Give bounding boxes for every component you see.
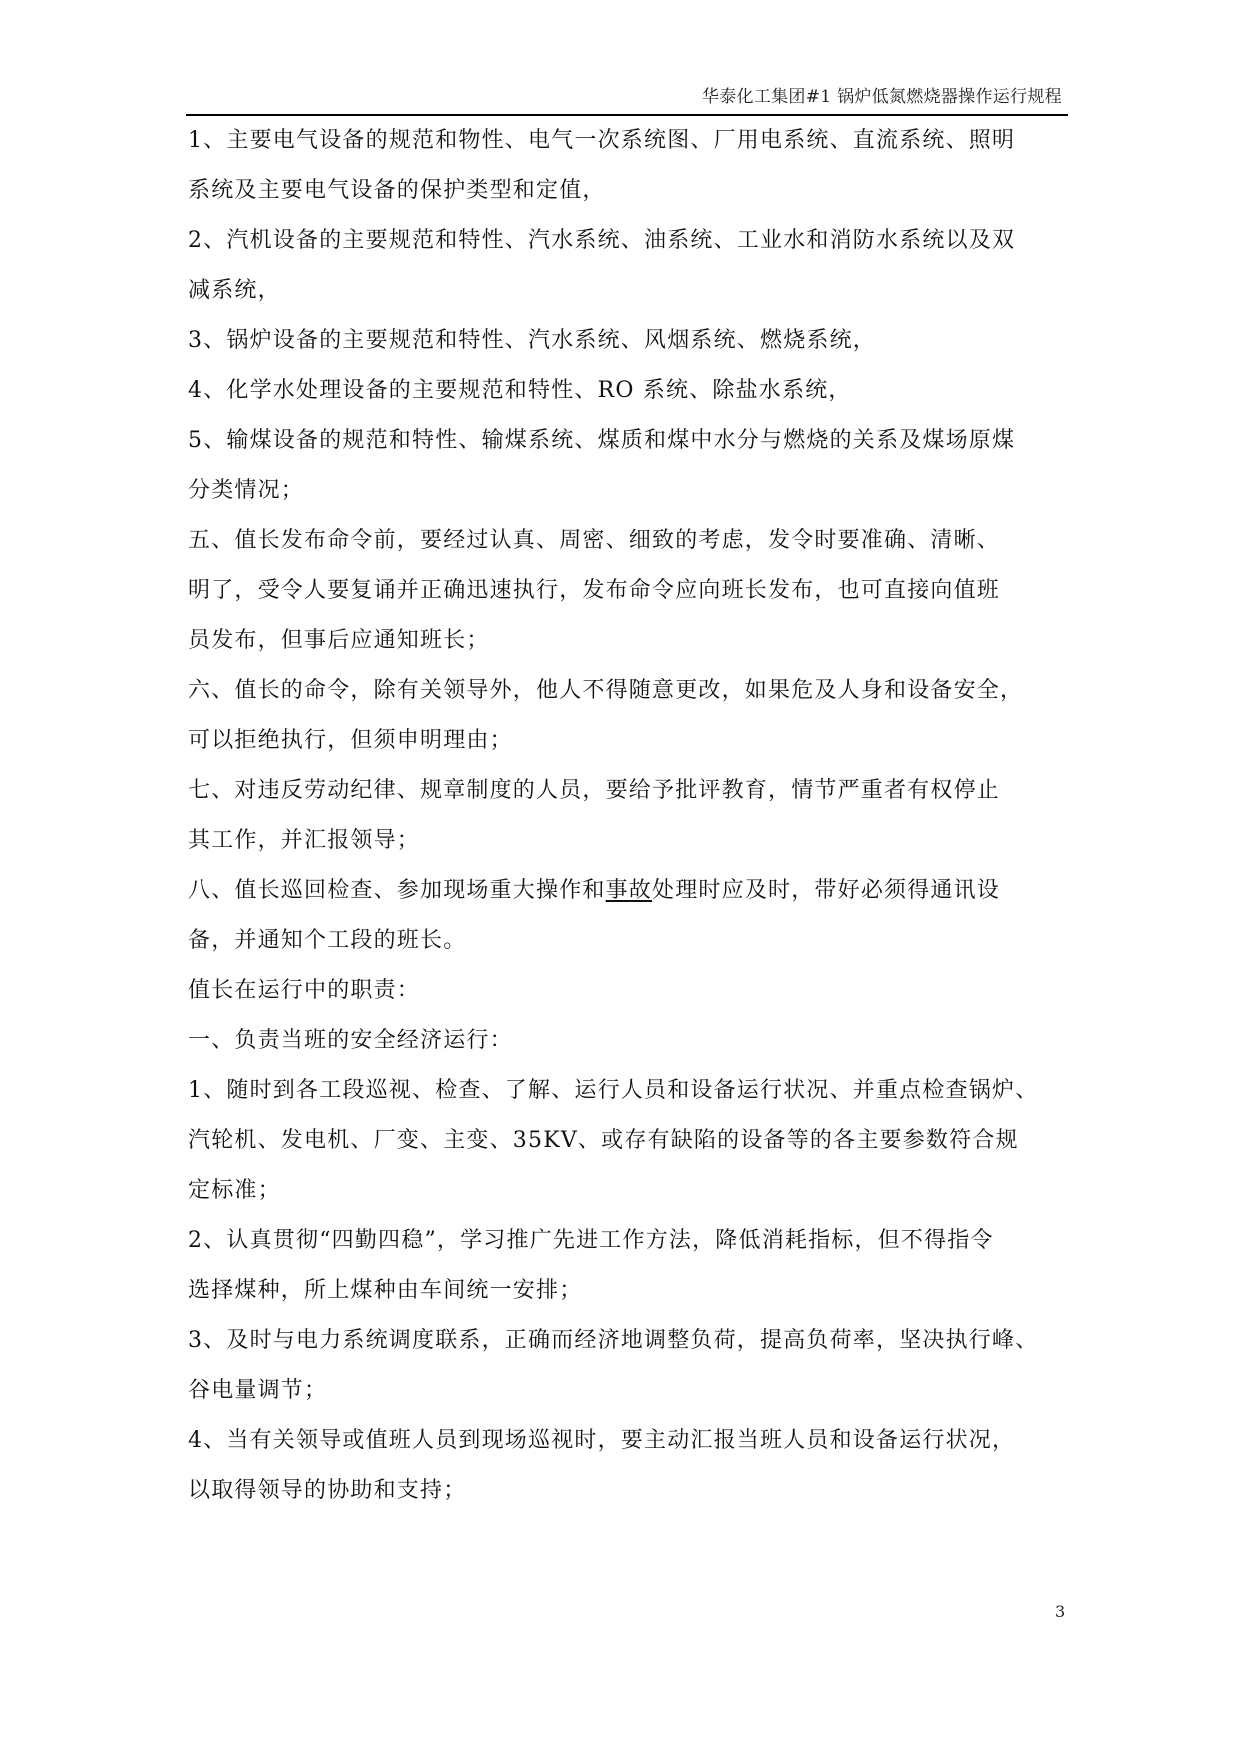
- paragraph-8-text-before: 八、值长巡回检查、参加现场重大操作和: [188, 878, 606, 903]
- paragraph-line: 员发布，但事后应通知班长；: [188, 628, 490, 653]
- header-title: 华泰化工集团#1 锅炉低氮燃烧器操作运行规程: [701, 87, 1062, 107]
- section-a-paragraph-0: [188, 116, 1066, 216]
- section-a-paragraph-2: [188, 316, 1066, 366]
- paragraph-line: 3、锅炉设备的主要规范和特性、汽水系统、风烟系统、燃烧系统，: [188, 328, 876, 353]
- paragraph-8: [188, 866, 1066, 966]
- section-b-paragraph-1: [188, 1016, 1066, 1066]
- document-body: [188, 116, 1066, 1516]
- paragraph-line: 1、随时到各工段巡视、检查、了解、运行人员和设备运行状况、并重点检查锅炉、: [188, 1078, 1039, 1103]
- paragraph-line: 以取得领导的协助和支持；: [188, 1478, 467, 1503]
- paragraph-line: 五、值长发布命令前，要经过认真、周密、细致的考虑，发令时要准确、清晰、: [188, 528, 1001, 553]
- paragraph-line: 减系统，: [188, 278, 281, 303]
- paragraph-line: 可以拒绝执行，但须申明理由；: [188, 728, 513, 753]
- paragraph-line: 六、值长的命令，除有关领导外，他人不得随意更改，如果危及人身和设备安全，: [188, 678, 1024, 703]
- paragraph-line: 分类情况；: [188, 478, 305, 503]
- paragraph-line: 系统及主要电气设备的保护类型和定值，: [188, 178, 606, 203]
- page-header: [186, 84, 1068, 116]
- paragraph-group-a: [188, 116, 1066, 866]
- paragraph-line: 值长在运行中的职责：: [188, 978, 421, 1003]
- page-number: 3: [1055, 1602, 1066, 1621]
- paragraph-line: 谷电量调节；: [188, 1378, 328, 1403]
- paragraph-line: 其工作，并汇报领导；: [188, 828, 421, 853]
- section-b-paragraph-4: [188, 1316, 1066, 1416]
- paragraph-line: 4、化学水处理设备的主要规范和特性、RO 系统、除盐水系统，: [188, 378, 852, 403]
- accident-term-link[interactable]: 事故: [605, 878, 653, 903]
- section-b-paragraph-5: [188, 1416, 1066, 1516]
- paragraph-line: 一、负责当班的安全经济运行：: [188, 1028, 513, 1053]
- paragraph-line: 5、输煤设备的规范和特性、输煤系统、煤质和煤中水分与燃烧的关系及煤场原煤: [188, 428, 1016, 453]
- paragraph-line: 七、对违反劳动纪律、规章制度的人员，要给予批评教育，情节严重者有权停止: [188, 778, 1001, 803]
- paragraph-line: 3、及时与电力系统调度联系，正确而经济地调整负荷，提高负荷率，坚决执行峰、: [188, 1328, 1039, 1353]
- paragraph-line: 1、主要电气设备的规范和物性、电气一次系统图、厂用电系统、直流系统、照明: [188, 128, 1016, 153]
- section-a-paragraph-4: [188, 416, 1066, 516]
- section-b-paragraph-3: [188, 1216, 1066, 1316]
- paragraph-line: 明了，受令人要复诵并正确迅速执行，发布命令应向班长发布，也可直接向值班: [188, 578, 1001, 603]
- section-a-paragraph-6: [188, 666, 1066, 766]
- section-a-paragraph-7: [188, 766, 1066, 866]
- paragraph-line: 选择煤种，所上煤种由车间统一安排；: [188, 1278, 583, 1303]
- section-b-paragraph-0: [188, 966, 1066, 1016]
- paragraph-8-text-after: 处理时应及时，带好必须得通讯设: [652, 878, 1001, 903]
- paragraph-line: 2、认真贯彻“四勤四稳”，学习推广先进工作方法，降低消耗指标，但不得指令: [188, 1228, 994, 1253]
- paragraph-8-line-2: 备，并通知个工段的班长。: [188, 928, 467, 953]
- paragraph-group-b: [188, 966, 1066, 1516]
- paragraph-line: 汽轮机、发电机、厂变、主变、35KV、或存有缺陷的设备等的各主要参数符合规: [188, 1128, 1019, 1153]
- section-a-paragraph-3: [188, 366, 1066, 416]
- paragraph-8-line-1: [188, 866, 1066, 916]
- section-a-paragraph-1: [188, 216, 1066, 316]
- section-a-paragraph-5: [188, 516, 1066, 666]
- paragraph-line: 4、当有关领导或值班人员到现场巡视时，要主动汇报当班人员和设备运行状况，: [188, 1428, 1016, 1453]
- paragraph-line: 2、汽机设备的主要规范和特性、汽水系统、油系统、工业水和消防水系统以及双: [188, 228, 1016, 253]
- paragraph-line: 定标准；: [188, 1178, 281, 1203]
- section-b-paragraph-2: [188, 1066, 1066, 1216]
